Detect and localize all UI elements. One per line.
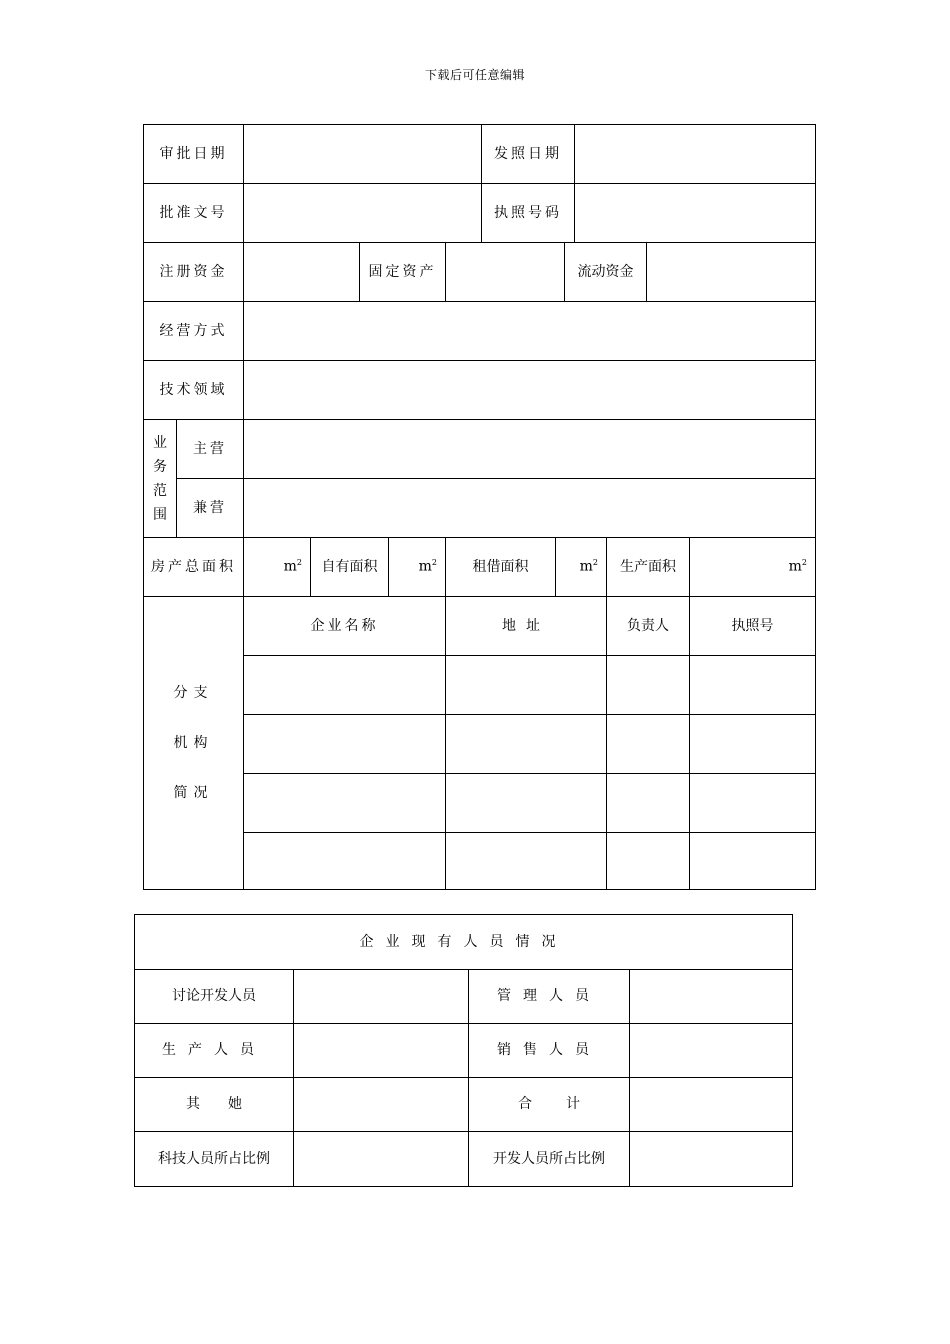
branch-header-license: 执照号: [690, 597, 815, 656]
header-note: 下载后可任意编辑: [424, 68, 525, 82]
branch-person-cell[interactable]: [607, 833, 690, 889]
branch-name-cell[interactable]: [244, 833, 446, 889]
other-label: 其她: [135, 1078, 294, 1132]
branch-label-line: 简况: [173, 785, 214, 801]
area-unit: $m^2$: [418, 558, 437, 575]
license-no-label: 执照号码: [482, 184, 575, 243]
branch-person-cell[interactable]: [607, 715, 690, 774]
prod-staff-value[interactable]: [294, 1024, 469, 1078]
registered-capital-value[interactable]: [244, 243, 360, 302]
total-area-label: 房产总面积: [144, 538, 244, 597]
prod-staff-label: 生产人员: [135, 1024, 294, 1078]
issue-date-label: 发照日期: [482, 125, 575, 184]
branch-person-cell[interactable]: [607, 656, 690, 715]
side-business-value[interactable]: [244, 479, 815, 538]
area-unit: $m^2$: [579, 558, 598, 575]
business-mode-value[interactable]: [244, 302, 815, 361]
branch-person-cell[interactable]: [607, 774, 690, 833]
dev-ratio-value[interactable]: [630, 1132, 792, 1186]
branch-address-cell[interactable]: [446, 833, 607, 889]
branch-label-line: 机构: [173, 735, 214, 751]
staff-table: [134, 914, 793, 1187]
business-mode-label: 经营方式: [144, 302, 244, 361]
current-capital-label: 流动资金: [565, 243, 647, 302]
branch-address-cell[interactable]: [446, 715, 607, 774]
business-scope-char: 范: [153, 482, 167, 499]
fixed-assets-label: 固定资产: [360, 243, 446, 302]
production-area-value[interactable]: [690, 538, 815, 597]
rd-staff-label: 讨论开发人员: [135, 970, 294, 1024]
staff-table-title: 企业现有人员情况: [135, 915, 792, 970]
business-scope-label: [144, 420, 177, 538]
branch-header-address: 地址: [446, 597, 607, 656]
issue-date-value[interactable]: [575, 125, 815, 184]
mgmt-staff-value[interactable]: [630, 970, 792, 1024]
branch-license-cell[interactable]: [690, 715, 815, 774]
branch-label: [144, 597, 244, 889]
sales-staff-label: 销售人员: [469, 1024, 630, 1078]
production-area-label: 生产面积: [607, 538, 690, 597]
tech-field-label: 技术领域: [144, 361, 244, 420]
main-business-value[interactable]: [244, 420, 815, 479]
approval-doc-value[interactable]: [244, 184, 482, 243]
current-capital-value[interactable]: [647, 243, 815, 302]
branch-name-cell[interactable]: [244, 774, 446, 833]
business-scope-char: 务: [153, 458, 167, 475]
tech-field-value[interactable]: [244, 361, 815, 420]
approval-doc-label: 批准文号: [144, 184, 244, 243]
total-area-value[interactable]: [244, 538, 311, 597]
branch-address-cell[interactable]: [446, 774, 607, 833]
branch-license-cell[interactable]: [690, 774, 815, 833]
branch-name-cell[interactable]: [244, 656, 446, 715]
total-label: 合计: [469, 1078, 630, 1132]
side-business-label: 兼营: [177, 479, 244, 538]
area-unit: $m^2$: [788, 558, 807, 575]
own-area-label: 自有面积: [311, 538, 389, 597]
mgmt-staff-label: 管理人员: [469, 970, 630, 1024]
branch-label-line: 分支: [173, 685, 214, 701]
branch-name-cell[interactable]: [244, 715, 446, 774]
dev-ratio-label: 开发人员所占比例: [469, 1132, 630, 1186]
sales-staff-value[interactable]: [630, 1024, 792, 1078]
branch-license-cell[interactable]: [690, 833, 815, 889]
tech-ratio-label: 科技人员所占比例: [135, 1132, 294, 1186]
approval-date-value[interactable]: [244, 125, 482, 184]
leased-area-label: 租借面积: [446, 538, 556, 597]
rd-staff-value[interactable]: [294, 970, 469, 1024]
approval-date-label: 审批日期: [144, 125, 244, 184]
own-area-value[interactable]: [389, 538, 446, 597]
registered-capital-label: 注册资金: [144, 243, 244, 302]
license-no-value[interactable]: [575, 184, 815, 243]
business-scope-char: 业: [153, 434, 167, 451]
branch-license-cell[interactable]: [690, 656, 815, 715]
fixed-assets-value[interactable]: [446, 243, 565, 302]
main-business-label: 主营: [177, 420, 244, 479]
other-value[interactable]: [294, 1078, 469, 1132]
branch-address-cell[interactable]: [446, 656, 607, 715]
leased-area-value[interactable]: [556, 538, 607, 597]
branch-header-name: 企业名称: [244, 597, 446, 656]
enterprise-info-table: [143, 124, 816, 890]
business-scope-char: 围: [153, 506, 167, 523]
tech-ratio-value[interactable]: [294, 1132, 469, 1186]
branch-header-person: 负责人: [607, 597, 690, 656]
area-unit: $m^2$: [283, 558, 302, 575]
total-value[interactable]: [630, 1078, 792, 1132]
